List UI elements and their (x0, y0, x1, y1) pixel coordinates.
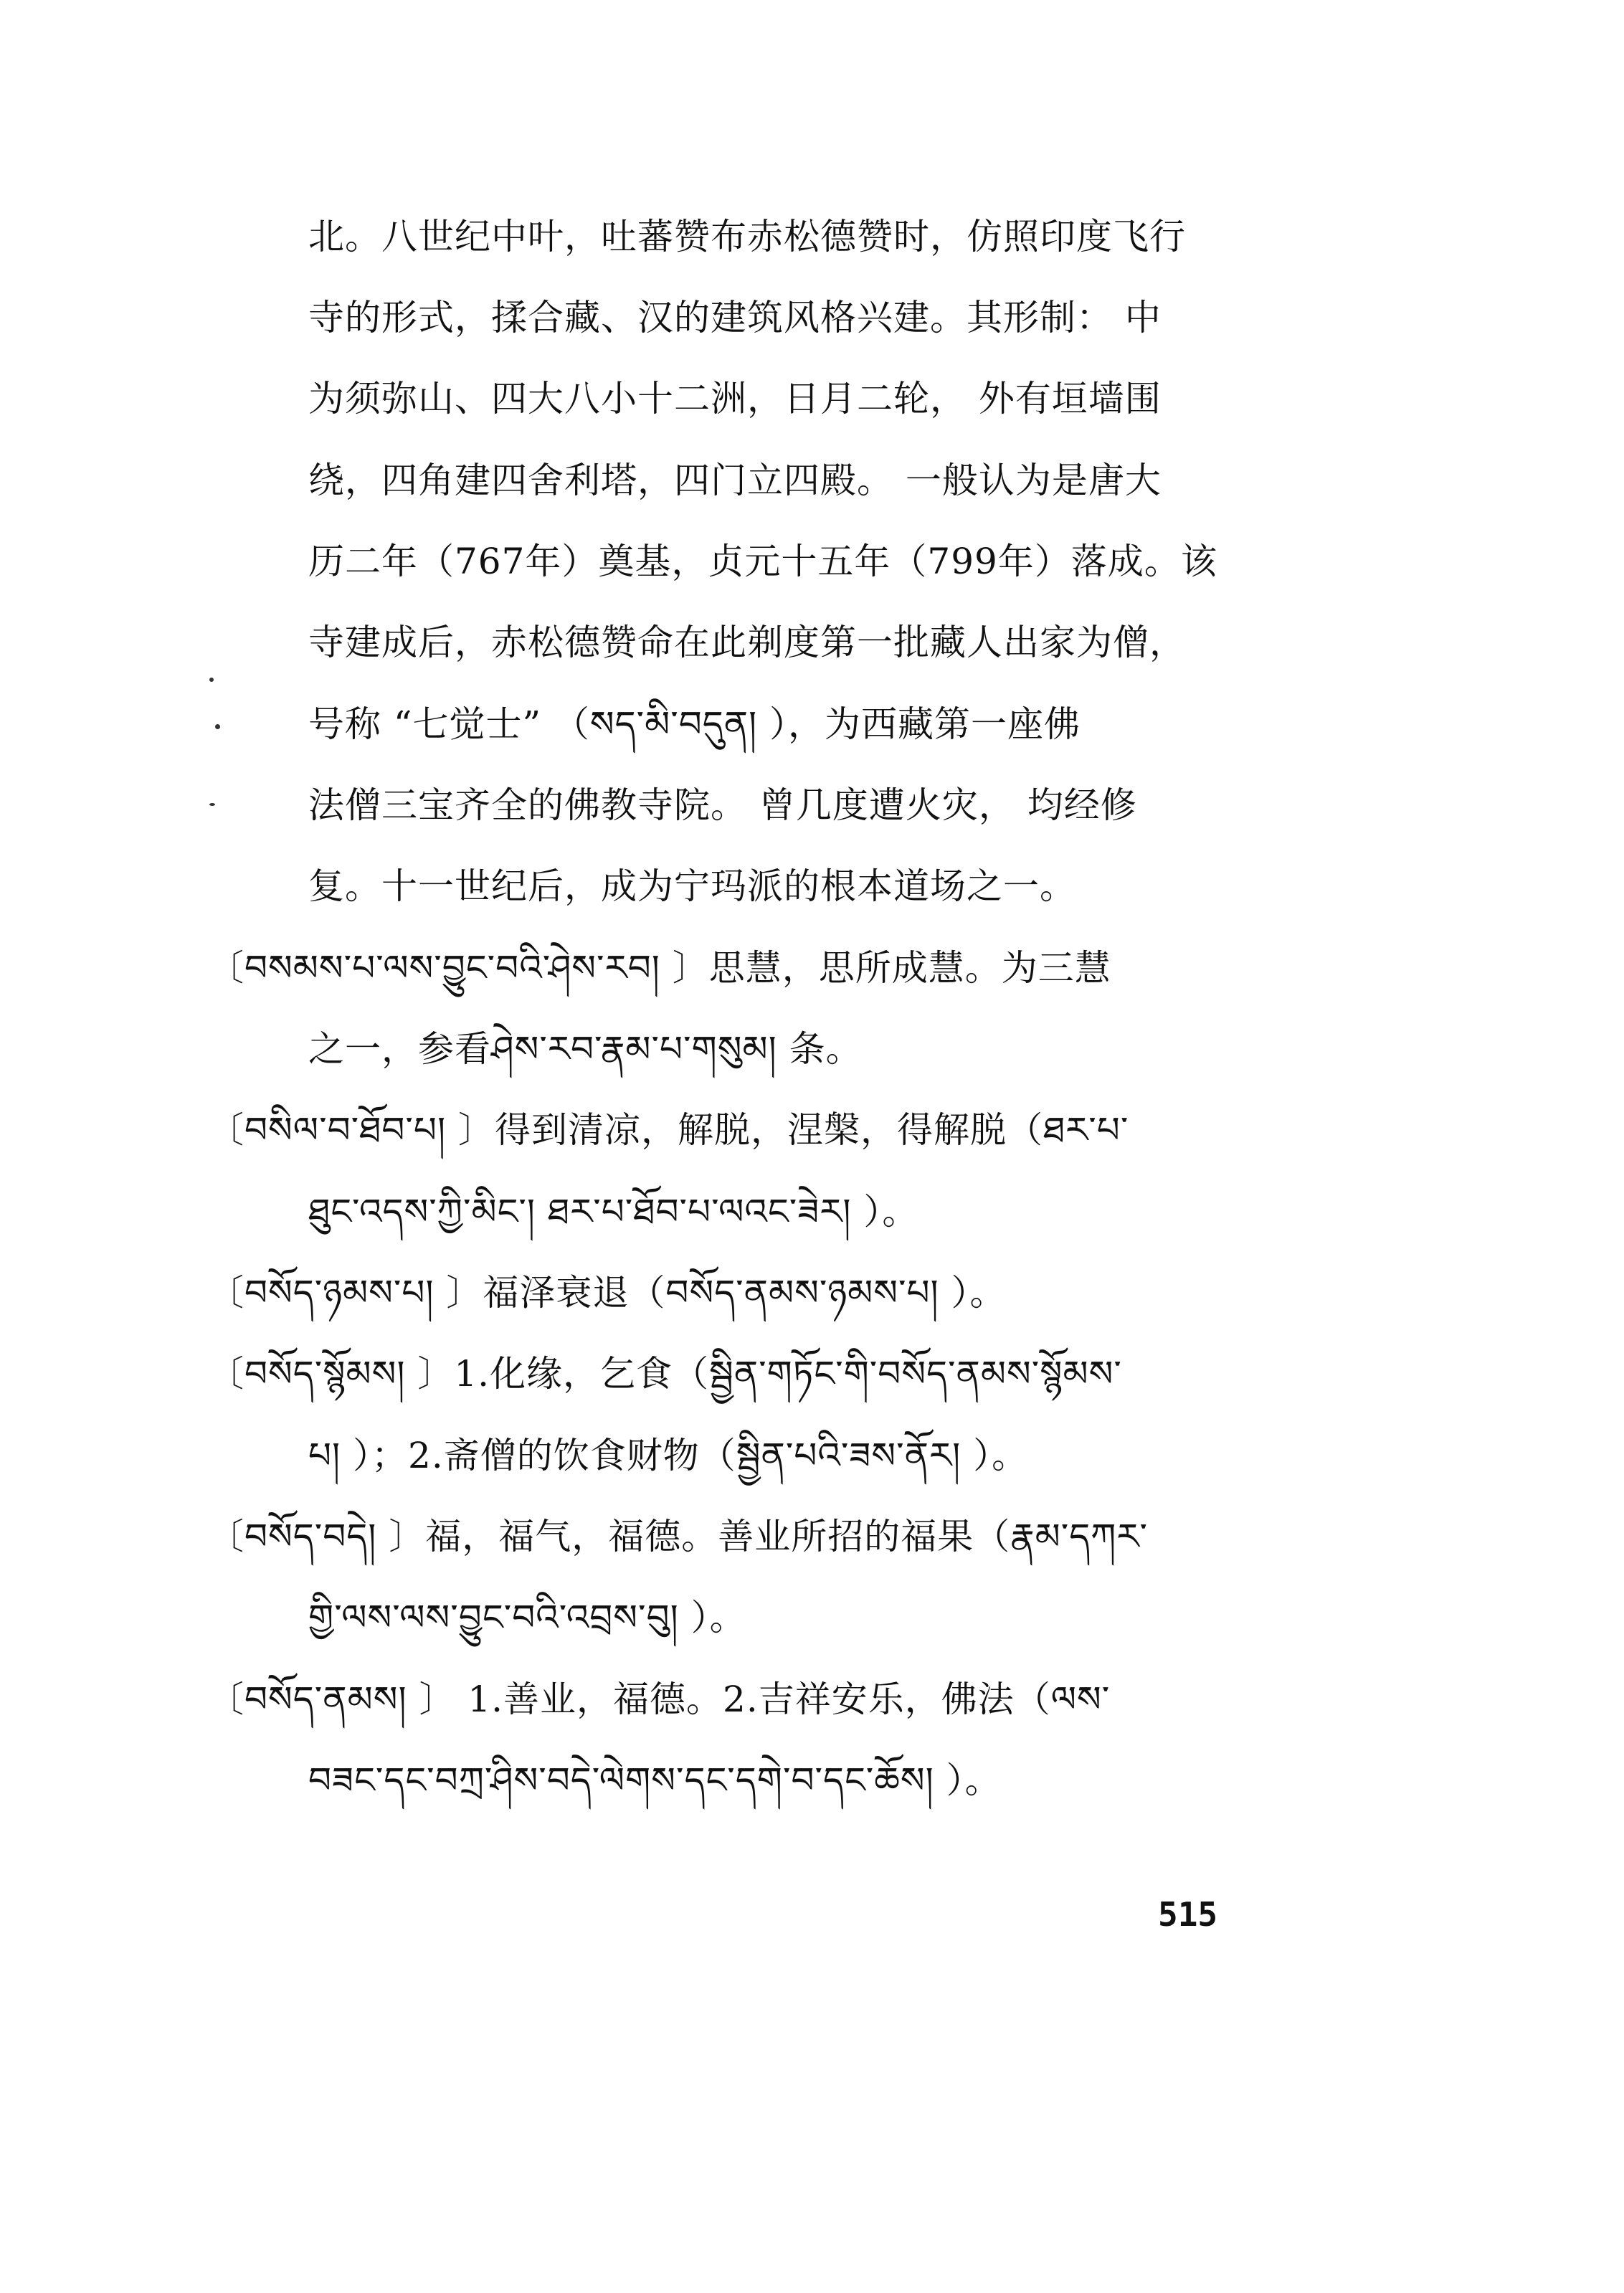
entry-continuation-line: ཐུང་འདས་ཀྱི་མིང་། ཐར་པ་ཐོབ་པ་ལའང་ཟེར། ）。 (308, 1191, 919, 1233)
text-line-9: 复。十一世纪后，成为宁玛派的根本道场之一。 (308, 865, 1076, 907)
entry-headword-line: 〔བསོད་ཉམས་པ། 〕福泽衰退（བསོད་ནམས་ཉམས་པ། ）。 (208, 1272, 1007, 1314)
text-line-2: 寺的形式，揉合藏、汉的建筑风格兴建。其形制： 中 (308, 297, 1162, 338)
text-line-8: 法僧三宝齐全的佛教寺院。 曾几度遭火灾， 均经修 (308, 784, 1137, 826)
entry-headword-line: 〔བསོད་སྙོམས། 〕1.化缘，乞食（སྦྱིན་གཏོང་གི་བསོད་ནམས་སྙོམས་ (208, 1353, 1122, 1395)
text-line-5: 历二年（767年）奠基，贞元十五年（799年）落成。该 (308, 541, 1217, 582)
entry-headword-line: 〔བསིལ་བ་ཐོབ་པ། 〕得到清凉，解脱，涅槃，得解脱（ཐར་པ་ (208, 1109, 1129, 1151)
entry-headword-line: 〔བསམས་པ་ལས་བྱུང་བའི་ཤེས་རབ། 〕思慧，思所成慧。为三慧 (208, 947, 1111, 989)
entry-continuation-line: བཟང་དང་བཀྲ་ཤིས་བདེ་ལེགས་དང་དགེ་བ་དང་ཆོས། ）。 (308, 1760, 1002, 1801)
entry-headword-line: 〔བསོད་ནམས། 〕 1.善业，福德。2.吉祥安乐，佛法（ལས་ (208, 1679, 1111, 1720)
text-line-6: 寺建成后，赤松德赞命在此剃度第一批藏人出家为僧， (308, 622, 1186, 663)
text-line-7: 号称 “七觉士” （སད་མི་བདུན། ），为西藏第一座佛 (308, 703, 1081, 745)
entry-continuation-line: གྱི་ལས་ལས་བྱུང་བའི་འབྲས་བུ། ）。 (308, 1597, 746, 1638)
entry-headword-line: 〔བསོད་བདེ། 〕福，福气，福德。善业所招的福果（རྣམ་དཀར་ (208, 1516, 1148, 1557)
entry-continuation-line: 之一，参看ཤེས་རབ་རྣམ་པ་གསུམ། 条。 (308, 1028, 863, 1070)
text-line-3: 为须弥山、四大八小十二洲，日月二轮， 外有垣墙围 (308, 378, 1162, 419)
text-line-4: 绕，四角建四舍利塔，四门立四殿。 一般认为是唐大 (308, 460, 1162, 501)
scan-speck (209, 803, 215, 806)
entry-continuation-line: པ། ）；2.斋僧的饮食财物（སྦྱིན་པའི་ཟས་ནོར། ）。 (308, 1435, 1029, 1476)
scan-speck (215, 724, 220, 729)
page-number: 515 (1158, 1895, 1218, 1934)
text-line-1: 北。八世纪中叶，吐蕃赞布赤松德赞时，仿照印度飞行 (308, 216, 1186, 257)
scan-speck (209, 678, 214, 682)
